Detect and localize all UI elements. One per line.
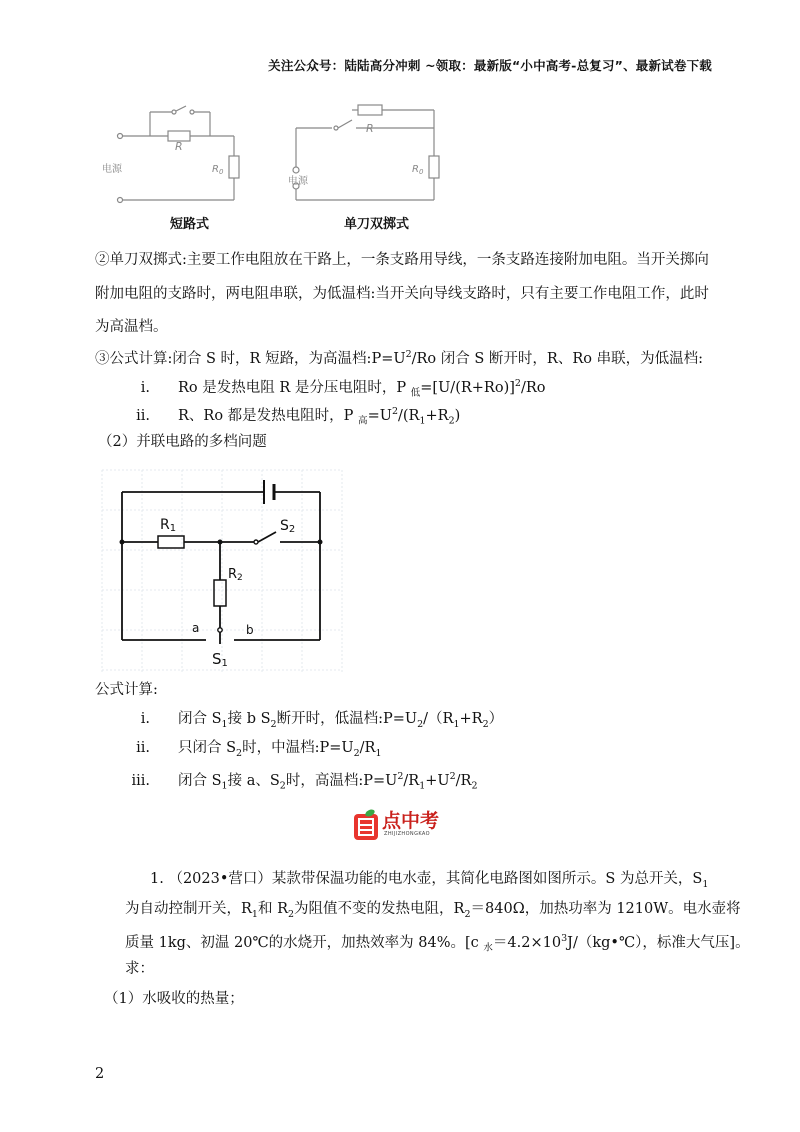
switch-blade bbox=[338, 120, 352, 128]
label-text: S bbox=[212, 650, 222, 668]
junction bbox=[120, 540, 125, 545]
text: =U bbox=[367, 407, 392, 424]
paragraph-line: ②单刀双掷式:主要工作电阻放在干路上，一条支路用导线，一条支路连接附加电阻。当开关掷向 bbox=[95, 252, 709, 268]
list-number: ii. bbox=[136, 407, 150, 424]
label-text: R bbox=[412, 164, 419, 175]
subscript: 1 bbox=[375, 747, 382, 759]
text: 时，中温档:P=U bbox=[242, 740, 354, 756]
subscript: 2 bbox=[270, 718, 277, 730]
caption-spdt: 单刀双掷式 bbox=[344, 217, 410, 232]
subscript: 2 bbox=[464, 908, 471, 920]
list-item-i bbox=[120, 374, 545, 404]
text: 断开时，低温档:P=U bbox=[276, 711, 418, 727]
logo-subtext: ZHIJIZHONGKAO bbox=[384, 831, 431, 837]
subscript: 0 bbox=[418, 168, 424, 176]
superscript: 3 bbox=[561, 933, 568, 944]
label-text: R bbox=[228, 567, 238, 582]
text: /R bbox=[403, 772, 420, 789]
logo-text: 点中考 bbox=[382, 810, 440, 832]
text: ③公式计算:闭合 S 时，R 短路，为高温档:P=U bbox=[95, 350, 406, 367]
paragraph-line: 为高温档。 bbox=[95, 319, 168, 335]
formula-item-iii bbox=[120, 767, 478, 797]
problem-line: （1）水吸收的热量； bbox=[104, 991, 244, 1007]
text: +R bbox=[459, 711, 483, 727]
text: /R bbox=[359, 740, 376, 756]
text: ） bbox=[488, 711, 504, 727]
superscript: 2 bbox=[397, 771, 404, 782]
formula-item-ii bbox=[120, 738, 382, 764]
parallel-circuit-diagram bbox=[100, 466, 350, 676]
label-text: R bbox=[160, 517, 170, 533]
caption-short-circuit: 短路式 bbox=[170, 217, 210, 232]
subscript: 1 bbox=[453, 718, 460, 730]
subscript: 2 bbox=[237, 573, 243, 583]
terminal bbox=[293, 167, 299, 173]
list-number: i. bbox=[140, 711, 150, 727]
subscript: 1 bbox=[419, 780, 426, 792]
text: 闭合 S bbox=[178, 711, 222, 727]
resistor-R1 bbox=[158, 536, 184, 548]
label-S2 bbox=[280, 518, 295, 535]
subscript: 1 bbox=[221, 718, 228, 730]
problem-line bbox=[150, 869, 708, 895]
text: Ro 是发热电阻 R 是分压电阻时，P bbox=[178, 379, 411, 396]
label-Ro-right bbox=[412, 164, 424, 176]
subscript: 1 bbox=[419, 415, 426, 427]
formula-item-i bbox=[120, 709, 503, 735]
logo bbox=[352, 806, 448, 846]
subscript: 2 bbox=[288, 908, 295, 920]
label-source-right: 电源 bbox=[288, 176, 308, 187]
text: 1. （2023•营口）某款带保温功能的电水壶，其简化电路图如图所示。S 为总开关，S bbox=[150, 871, 703, 887]
logo-mark-icon bbox=[352, 808, 380, 842]
subscript: 2 bbox=[417, 718, 424, 730]
subscript: 高 bbox=[358, 415, 368, 427]
subscript: 2 bbox=[482, 718, 489, 730]
problem-line bbox=[125, 929, 750, 959]
superscript: 2 bbox=[391, 406, 398, 417]
text: 时，高温档:P=U bbox=[285, 772, 398, 789]
subscript: 2 bbox=[288, 524, 296, 535]
label-S1 bbox=[212, 650, 228, 669]
text: 质量 1kg、初温 20℃的水烧开，加热效率为 84%。[c bbox=[125, 934, 484, 951]
text: /（R bbox=[423, 711, 454, 727]
subscript: 2 bbox=[448, 415, 455, 427]
text: 为自动控制开关，R bbox=[125, 901, 252, 917]
text: /R bbox=[455, 772, 472, 789]
subscript: 低 bbox=[410, 387, 421, 399]
label-source-left: 电源 bbox=[102, 164, 122, 175]
label-text: R bbox=[212, 164, 219, 175]
terminal bbox=[118, 134, 123, 139]
formula-line bbox=[95, 345, 703, 369]
text: ＝4.2×10 bbox=[492, 934, 562, 951]
superscript: 2 bbox=[449, 771, 456, 782]
text: /Ro bbox=[520, 379, 546, 396]
switch-contact bbox=[190, 110, 194, 114]
junction bbox=[218, 540, 223, 545]
page-header: 关注公众号：陆陆高分冲刺 ~领取：最新版“小中高考-总复习”、最新试卷下载 bbox=[268, 58, 712, 73]
formula-title: 公式计算: bbox=[95, 682, 158, 698]
subscript: 0 bbox=[218, 168, 224, 176]
text: /(R bbox=[397, 407, 420, 424]
subscript: 1 bbox=[221, 658, 228, 669]
text: R、Ro 都是发热电阻时，P bbox=[178, 407, 359, 424]
junction bbox=[318, 540, 323, 545]
problem-line: 求： bbox=[125, 961, 154, 977]
switch-S2-blade bbox=[258, 532, 276, 542]
resistor-Ro bbox=[229, 156, 239, 178]
label-b: b bbox=[246, 623, 254, 637]
superscript: 2 bbox=[514, 378, 521, 389]
text: 接 b S bbox=[227, 711, 271, 727]
switch-contact bbox=[172, 110, 176, 114]
paragraph-line: 附加电阻的支路时，两电阻串联，为低温档:当开关向导线支路时，只有主要工作电阻工作，此时 bbox=[95, 286, 709, 302]
subscript: 1 bbox=[169, 523, 177, 534]
text: +U bbox=[425, 772, 450, 789]
superscript: 2 bbox=[405, 349, 412, 360]
page-number: 2 bbox=[95, 1066, 105, 1082]
subscript: 2 bbox=[279, 780, 286, 792]
switch-contact bbox=[334, 126, 338, 130]
text: 只闭合 S bbox=[178, 740, 237, 756]
text: +R bbox=[425, 407, 449, 424]
text: 和 R bbox=[257, 901, 288, 917]
subscript: 1 bbox=[221, 780, 228, 792]
problem-line bbox=[125, 899, 741, 925]
label-R-right: R bbox=[366, 122, 374, 135]
label-R1 bbox=[160, 517, 176, 534]
resistor-R2 bbox=[214, 580, 226, 606]
list-number: ii. bbox=[136, 740, 150, 756]
terminal bbox=[118, 198, 123, 203]
switch-S1-pivot bbox=[218, 628, 222, 632]
resistor-Ro bbox=[429, 156, 439, 178]
section-heading: （2）并联电路的多档问题 bbox=[98, 434, 267, 450]
text: ＝840Ω，加热功率为 1210W。电水壶将 bbox=[470, 901, 741, 917]
text: J/（kg•℃），标准大气压]。 bbox=[567, 934, 750, 951]
label-R-left: R bbox=[175, 140, 183, 153]
text: 为阻值不变的发热电阻，R bbox=[294, 901, 465, 917]
label-text: S bbox=[280, 518, 289, 534]
label-a: a bbox=[192, 621, 200, 635]
subscript: 水 bbox=[483, 942, 493, 954]
text: ) bbox=[454, 407, 461, 424]
text: 接 a、S bbox=[227, 772, 280, 789]
list-number: iii. bbox=[131, 772, 150, 789]
subscript: 1 bbox=[251, 908, 258, 920]
switch-S2-contact bbox=[254, 540, 258, 544]
subscript: 1 bbox=[702, 878, 709, 890]
list-item-ii bbox=[120, 402, 460, 432]
label-R2 bbox=[228, 567, 243, 583]
text: =[U/(R+Ro)] bbox=[420, 379, 515, 396]
resistor-R bbox=[358, 105, 382, 115]
subscript: 2 bbox=[471, 780, 478, 792]
text: /Ro 闭合 S 断开时，R、Ro 串联，为低温档: bbox=[411, 350, 703, 367]
label-Ro-left bbox=[212, 164, 224, 176]
subscript: 2 bbox=[353, 747, 360, 759]
list-number: i. bbox=[140, 379, 150, 396]
text: 闭合 S bbox=[178, 772, 222, 789]
circuit-diagrams-top bbox=[100, 98, 460, 210]
subscript: 2 bbox=[236, 747, 243, 759]
